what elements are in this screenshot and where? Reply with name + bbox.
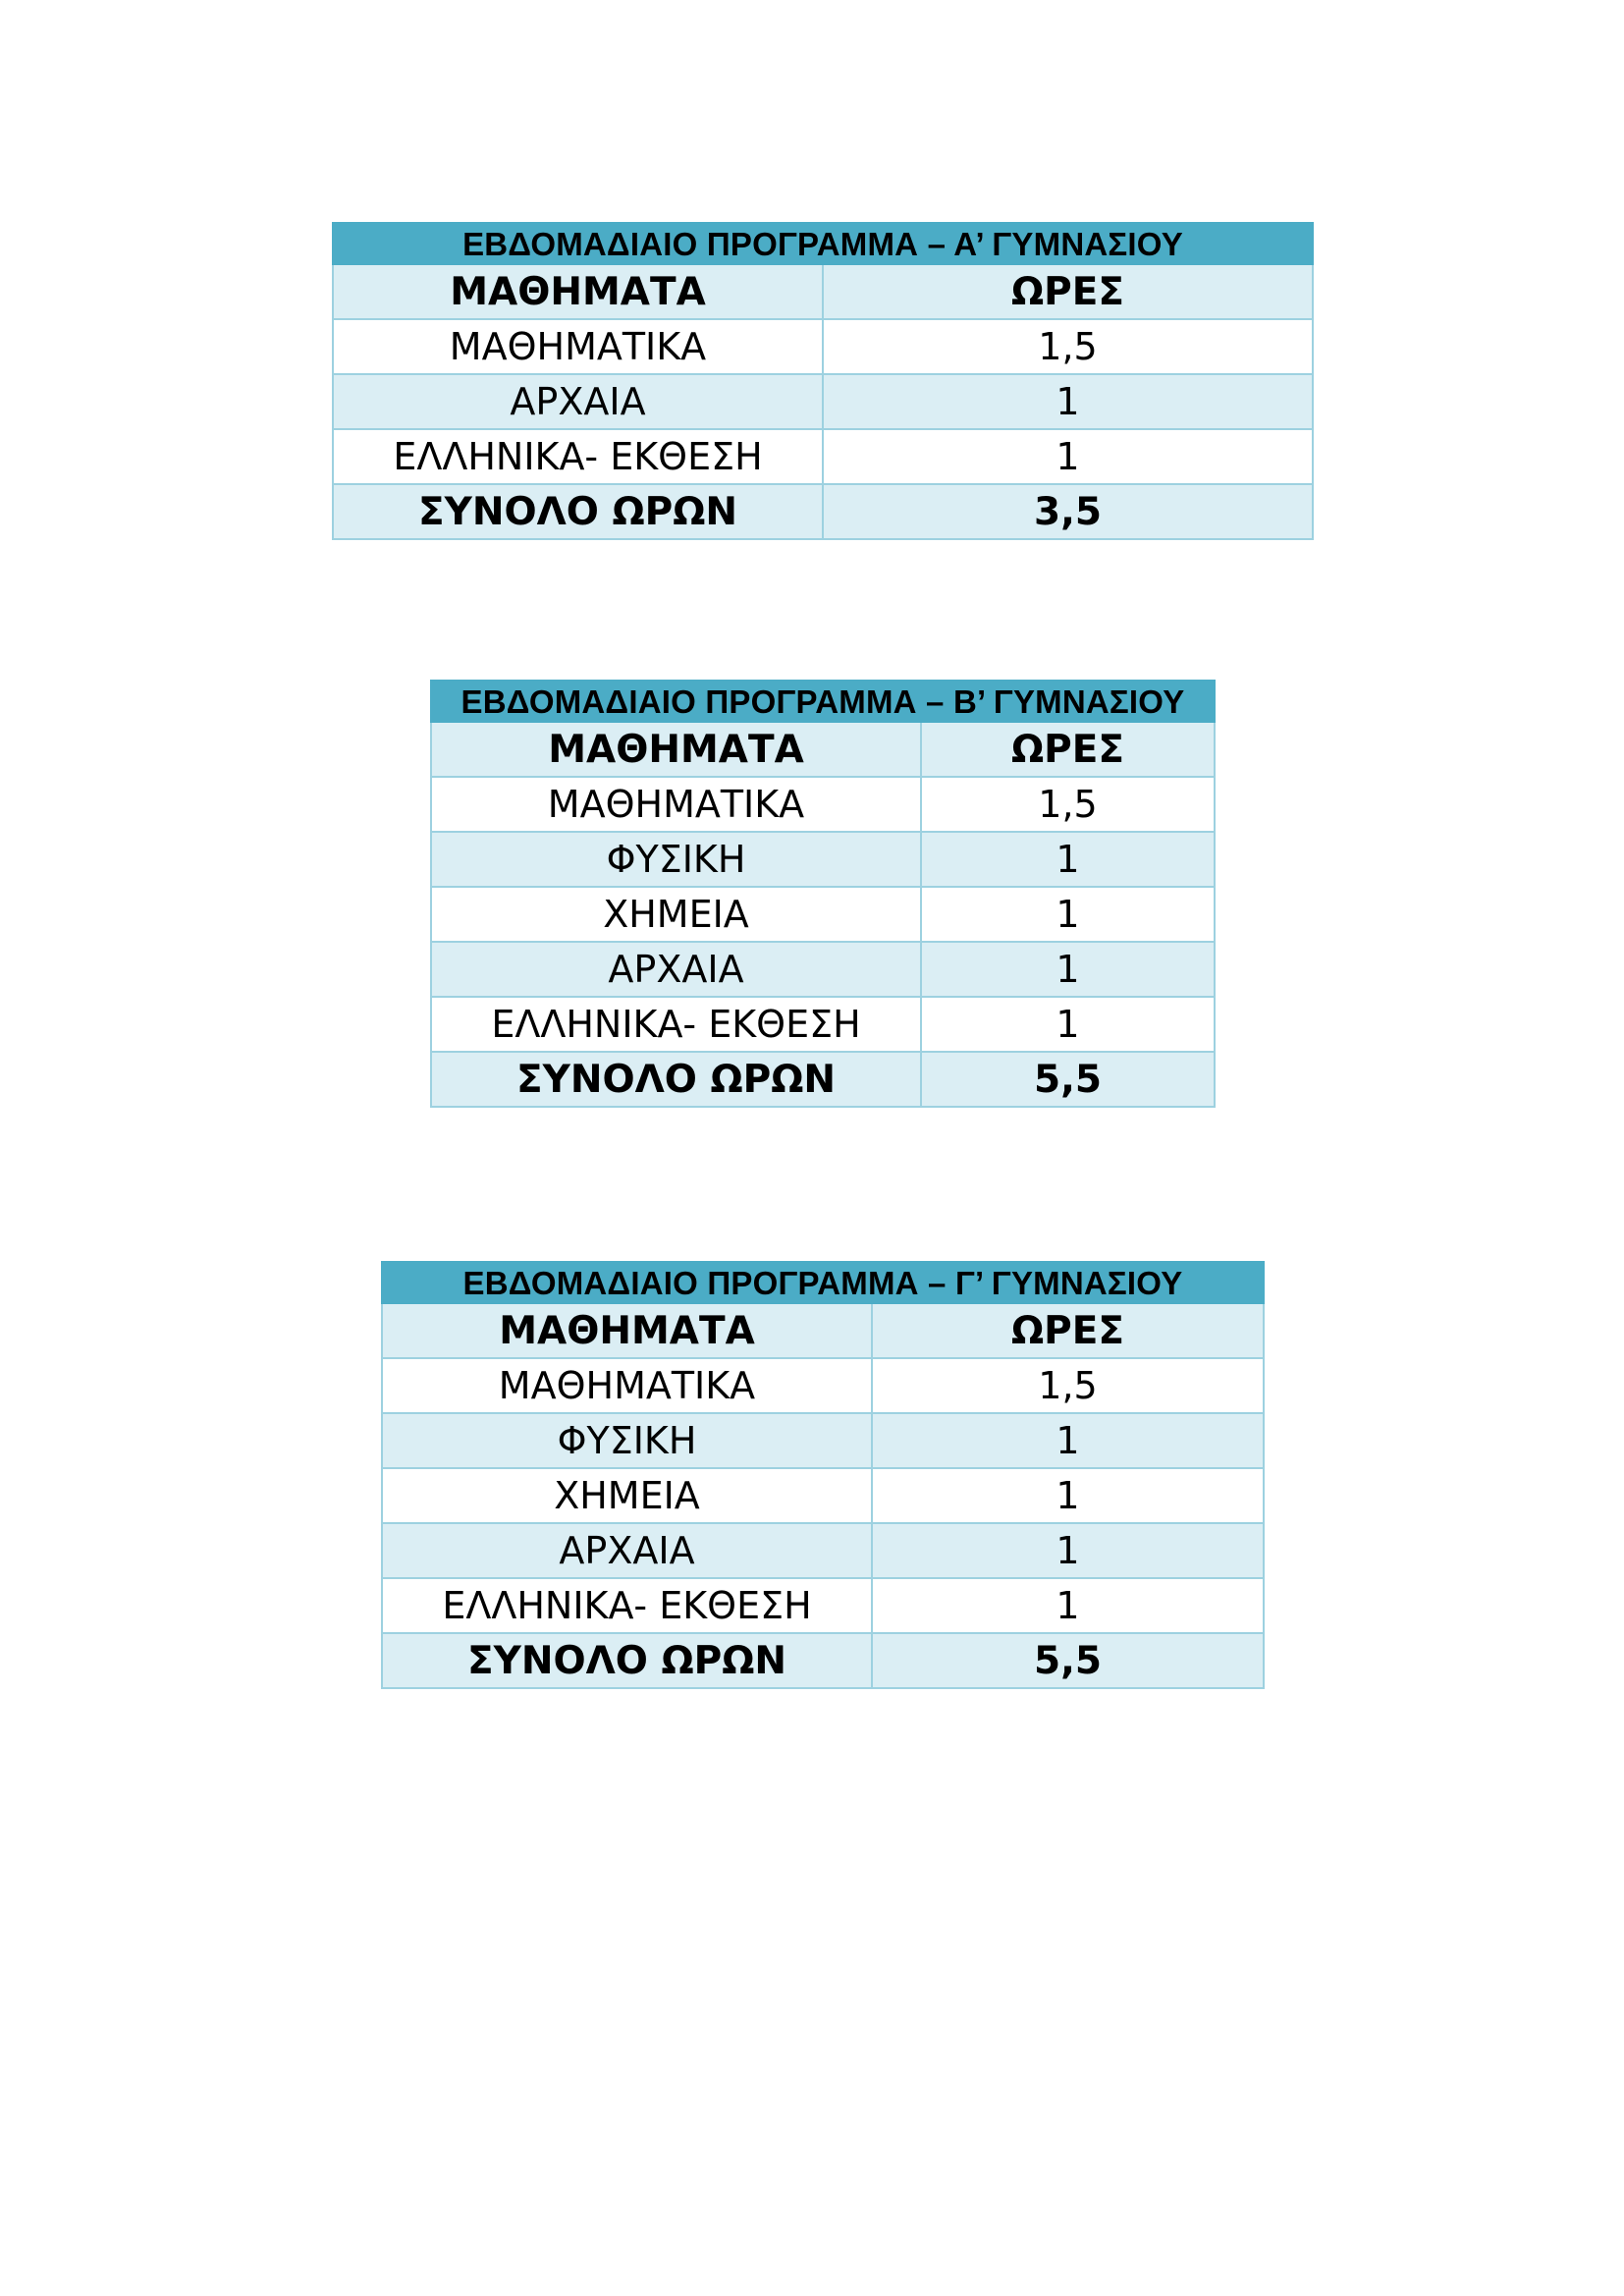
subject-cell: ΜΑΘΗΜΑΤΙΚΑ — [382, 1358, 872, 1413]
table-title-row — [431, 681, 1215, 722]
column-header-hours: ΩΡΕΣ — [872, 1303, 1264, 1358]
table-total-row — [333, 484, 1313, 539]
hours-cell: 1,5 — [872, 1358, 1264, 1413]
table-row — [382, 1578, 1264, 1633]
schedule-table-b — [430, 680, 1216, 1108]
total-hours: 5,5 — [921, 1052, 1215, 1107]
table-row — [382, 1468, 1264, 1523]
table-row — [431, 887, 1215, 942]
hours-cell: 1 — [921, 942, 1215, 997]
table-title: ΕΒΔΟΜΑΔΙΑΙΟ ΠΡΟΓΡΑΜΜΑ – Γ’ ΓΥΜΝΑΣΙΟΥ — [382, 1262, 1264, 1303]
column-header-hours: ΩΡΕΣ — [823, 264, 1313, 319]
table-title-row — [333, 223, 1313, 264]
total-label: ΣΥΝΟΛΟ ΩΡΩΝ — [382, 1633, 872, 1688]
subject-cell: ΕΛΛΗΝΙΚΑ- ΕΚΘΕΣΗ — [382, 1578, 872, 1633]
column-header-hours: ΩΡΕΣ — [921, 722, 1215, 777]
table-row — [382, 1523, 1264, 1578]
column-header-subjects: ΜΑΘΗΜΑΤΑ — [382, 1303, 872, 1358]
subject-cell: ΕΛΛΗΝΙΚΑ- ΕΚΘΕΣΗ — [333, 429, 823, 484]
table-row — [333, 374, 1313, 429]
table-row — [333, 429, 1313, 484]
table-row — [431, 997, 1215, 1052]
table-row — [382, 1413, 1264, 1468]
table-title: ΕΒΔΟΜΑΔΙΑΙΟ ΠΡΟΓΡΑΜΜΑ – Β’ ΓΥΜΝΑΣΙΟΥ — [431, 681, 1215, 722]
subject-cell: ΧΗΜΕΙΑ — [431, 887, 921, 942]
subject-cell: ΦΥΣΙΚΗ — [431, 832, 921, 887]
table-row — [431, 832, 1215, 887]
table-row — [333, 319, 1313, 374]
hours-cell: 1,5 — [823, 319, 1313, 374]
hours-cell: 1 — [823, 374, 1313, 429]
hours-cell: 1 — [872, 1523, 1264, 1578]
subject-cell: ΧΗΜΕΙΑ — [382, 1468, 872, 1523]
hours-cell: 1 — [823, 429, 1313, 484]
table-title-row — [382, 1262, 1264, 1303]
table-header-row — [333, 264, 1313, 319]
subject-cell: ΜΑΘΗΜΑΤΙΚΑ — [431, 777, 921, 832]
hours-cell: 1 — [921, 832, 1215, 887]
table-total-row — [382, 1633, 1264, 1688]
subject-cell: ΜΑΘΗΜΑΤΙΚΑ — [333, 319, 823, 374]
column-header-subjects: ΜΑΘΗΜΑΤΑ — [333, 264, 823, 319]
table-row — [431, 942, 1215, 997]
total-hours: 5,5 — [872, 1633, 1264, 1688]
table-row — [431, 777, 1215, 832]
hours-cell: 1 — [872, 1468, 1264, 1523]
hours-cell: 1 — [921, 997, 1215, 1052]
column-header-subjects: ΜΑΘΗΜΑΤΑ — [431, 722, 921, 777]
table-header-row — [382, 1303, 1264, 1358]
table-total-row — [431, 1052, 1215, 1107]
total-label: ΣΥΝΟΛΟ ΩΡΩΝ — [431, 1052, 921, 1107]
hours-cell: 1 — [872, 1413, 1264, 1468]
total-hours: 3,5 — [823, 484, 1313, 539]
hours-cell: 1 — [921, 887, 1215, 942]
subject-cell: ΑΡΧΑΙΑ — [431, 942, 921, 997]
subject-cell: ΑΡΧΑΙΑ — [382, 1523, 872, 1578]
subject-cell: ΕΛΛΗΝΙΚΑ- ΕΚΘΕΣΗ — [431, 997, 921, 1052]
table-title: ΕΒΔΟΜΑΔΙΑΙΟ ΠΡΟΓΡΑΜΜΑ – Α’ ΓΥΜΝΑΣΙΟΥ — [333, 223, 1313, 264]
schedule-table-a — [332, 222, 1314, 540]
table-header-row — [431, 722, 1215, 777]
total-label: ΣΥΝΟΛΟ ΩΡΩΝ — [333, 484, 823, 539]
hours-cell: 1,5 — [921, 777, 1215, 832]
table-row — [382, 1358, 1264, 1413]
schedule-table-c — [381, 1261, 1265, 1689]
subject-cell: ΑΡΧΑΙΑ — [333, 374, 823, 429]
subject-cell: ΦΥΣΙΚΗ — [382, 1413, 872, 1468]
hours-cell: 1 — [872, 1578, 1264, 1633]
